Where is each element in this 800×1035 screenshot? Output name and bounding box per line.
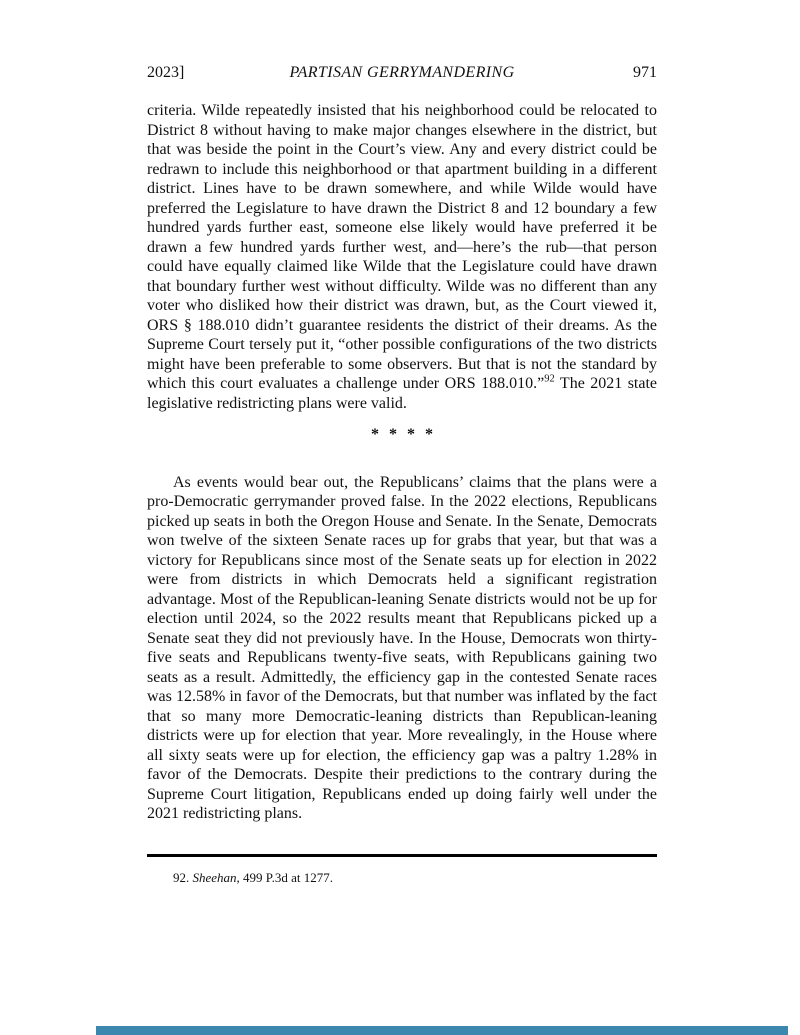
footnote-92: 92. Sheehan, 499 P.3d at 1277. — [173, 869, 333, 885]
running-head — [147, 63, 657, 83]
text-line: favor of the Democrats. Despite their predictions to the contrary during the — [147, 766, 657, 783]
text-line: Supreme Court tersely put it, “other possible configurations of the two districts — [147, 336, 657, 353]
text-line: victory for Republicans since most of the Senate seats up for election in 2022 — [147, 551, 657, 569]
section-break-stars: * * * * — [371, 426, 433, 443]
header-page-number: 971 — [633, 64, 658, 81]
text-line: district. Lines have to be drawn somewhere, and while Wilde would have — [147, 180, 657, 197]
text-line: five seats and Republicans twenty-five seats, with Republicans gaining two — [147, 649, 657, 666]
header-year: 2023] — [147, 64, 185, 81]
text-line: Supreme Court litigation, Republicans ended up doing fairly well under the — [147, 785, 657, 803]
text-line: was 12.58% in favor of the Democrats, but that number was inflated by the fact — [147, 688, 657, 705]
text-line: picked up seats in both the Oregon House and Senate. In the Senate, Democrats — [147, 512, 657, 530]
text-line: that so many more Democratic-leaning districts than Republican-leaning — [147, 707, 657, 725]
text-line: voter who disliked how their district was drawn, but, as the Court viewed it, — [147, 297, 657, 314]
text-line: drawn a few hundred yards further west, and—here’s the rub—that person — [147, 238, 657, 256]
text-line: preferred the Legislature to have drawn the District 8 and 12 boundary a few — [147, 199, 657, 217]
bottom-accent-bar — [96, 1026, 788, 1035]
text-line: districts were up for election that year. More revealingly, in the House where — [147, 727, 657, 744]
text-line: legislative redistricting plans were valid. — [147, 394, 407, 412]
text-line: redrawn to include this neighborhood or that apartment building in a different — [147, 160, 657, 178]
paragraph-2 — [147, 473, 657, 824]
text-line: District 8 without having to make major changes elsewhere in the district, but — [147, 121, 657, 139]
header-title: PARTISAN GERRYMANDERING — [289, 64, 515, 81]
article-body — [147, 101, 657, 824]
text-line: advantage. Most of the Republican-leaning Senate districts would not be up for — [147, 590, 657, 608]
text-column — [147, 63, 657, 886]
text-line: which this court evaluates a challenge under ORS 188.010.”$^{92}$ The 2021 state — [147, 373, 658, 392]
text-line: ORS § 188.010 didn’t guarantee residents the district of their dreams. As the — [147, 316, 657, 334]
text-line: might have been preferable to some observers. But that is not the standard by — [147, 355, 657, 373]
text-line: could have equally claimed like Wilde that the Legislature could have drawn — [147, 258, 657, 275]
text-line: were from districts in which Democrats held a significant registration — [147, 571, 657, 588]
text-line: election until 2024, so the 2022 results meant that Republicans picked up a — [147, 610, 657, 627]
text-line: seats as a result. Admittedly, the efficiency gap in the contested Senate races — [147, 668, 657, 686]
text-line: pro-Democratic gerrymander proved false. In the 2022 elections, Republicans — [147, 493, 657, 510]
paragraph-1 — [147, 101, 657, 413]
text-line: that was beside the point in the Court’s view. Any and every district could be — [147, 141, 657, 158]
text-line: all sixty seats were up for election, the efficiency gap was a paltry 1.28% in — [147, 746, 657, 764]
text-line: Senate seat they did not previously have. In the House, Democrats won thirty- — [147, 629, 657, 647]
text-line: criteria. Wilde repeatedly insisted that his neighborhood could be relocated to — [147, 102, 657, 119]
text-line: hundred yards further east, someone else likely would have preferred it be — [147, 219, 657, 236]
text-line: As events would bear out, the Republicans’ claims that the plans were a — [173, 473, 657, 491]
footnote-section — [147, 854, 657, 886]
text-line: that boundary further west without difficulty. Wilde was no different than any — [147, 277, 657, 295]
text-line: 2021 redistricting plans. — [147, 805, 303, 822]
text-line: won twelve of the sixteen Senate races up for grabs that year, but that was a — [147, 532, 657, 549]
